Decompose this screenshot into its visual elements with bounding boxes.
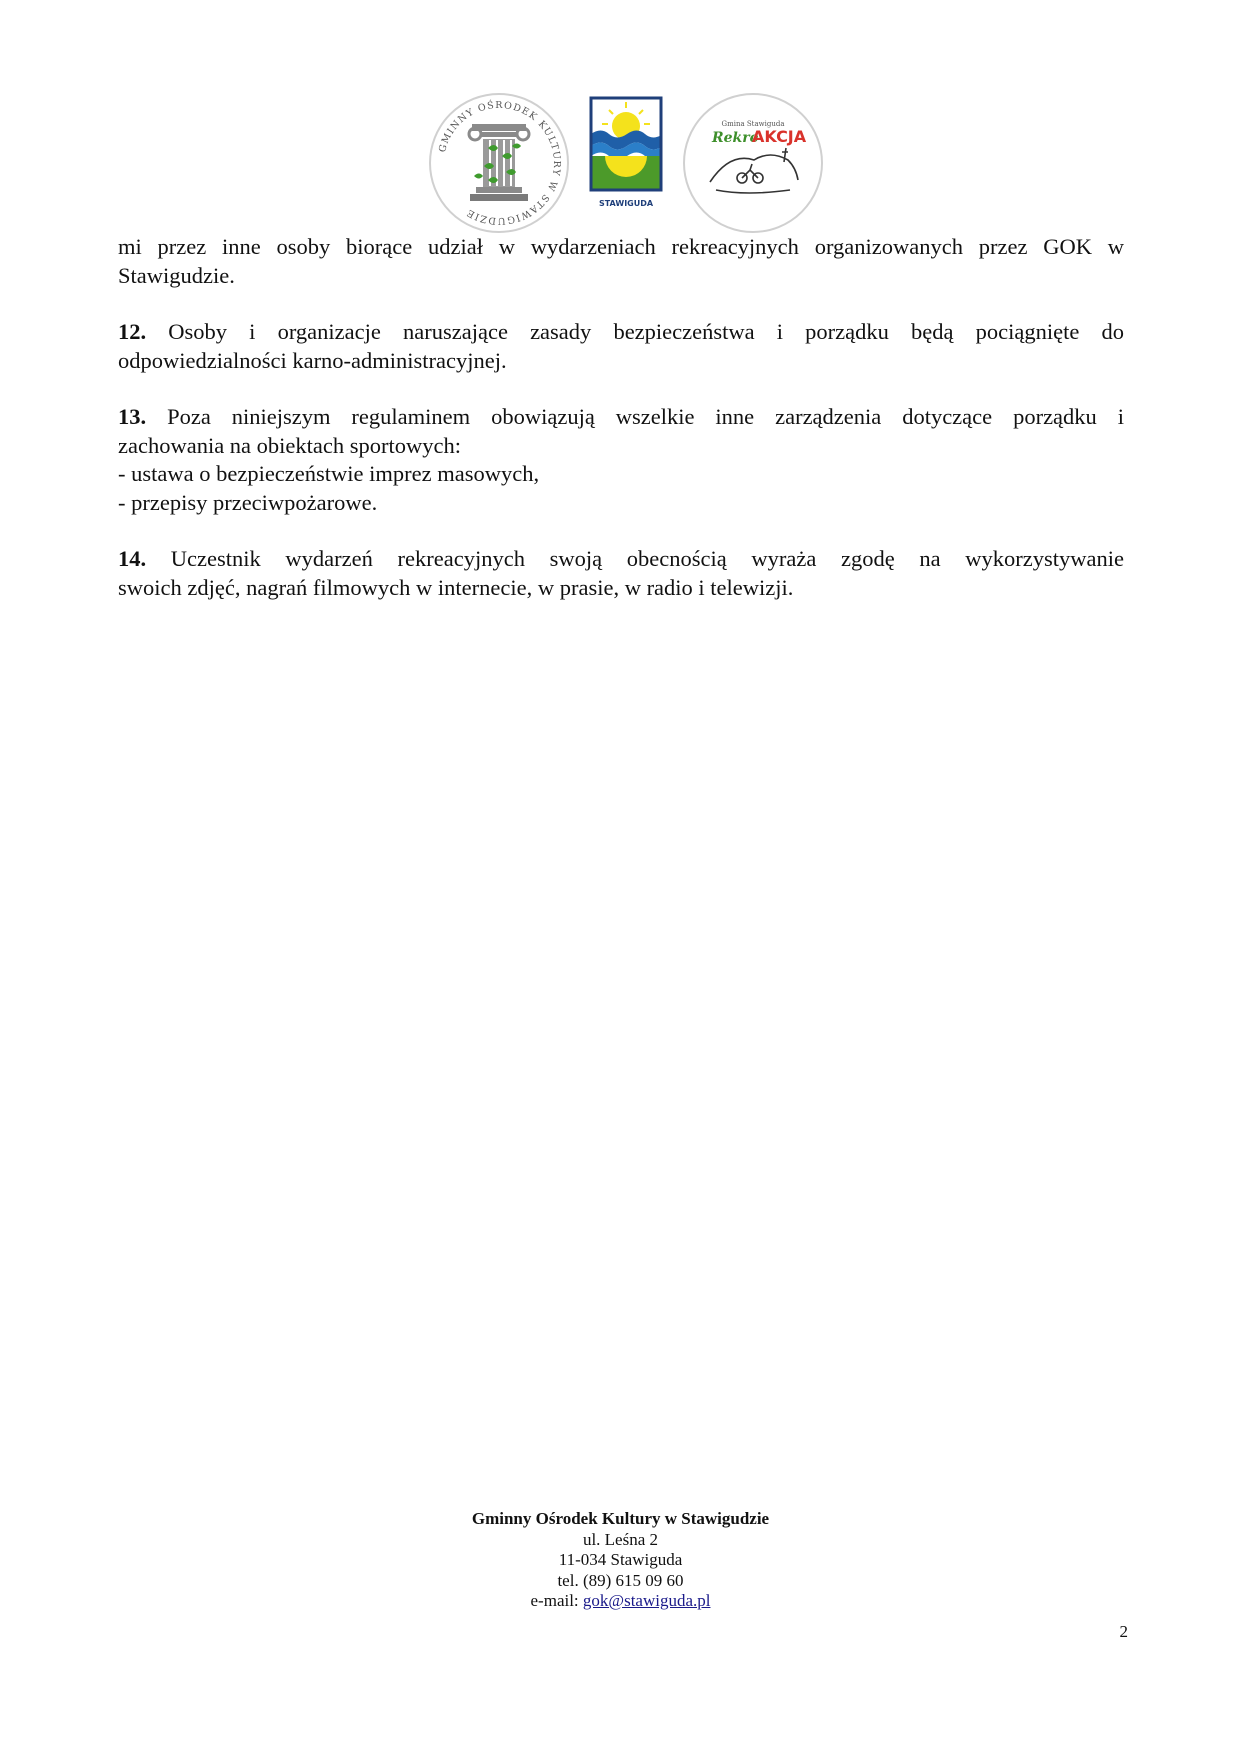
rekre-top-text: Gmina Stawiguda <box>721 120 785 128</box>
paragraph-14 <box>118 545 1124 602</box>
text-line: swoich zdjęć, nagrań filmowych w internecie, w prasie, w radio i telewizji. <box>118 574 794 600</box>
footer-org-name: Gminny Ośrodek Kultury w Stawigudzie <box>471 1509 770 1528</box>
paragraph-number: 13. <box>118 404 147 429</box>
text-line: zachowania na obiektach sportowych: <box>118 432 461 458</box>
list-item: - ustawa o bezpieczeństwie imprez masowych, <box>118 461 540 486</box>
email-link[interactable]: gok@stawiguda.pl <box>582 1591 711 1610</box>
footer-city: 11-034 Stawiguda <box>558 1550 683 1569</box>
text-line-content: Poza niniejszym regulaminem obowiązują wszelkie inne zarządzenia dotyczące porządku i <box>146 404 1124 429</box>
paragraph-12 <box>118 318 1124 375</box>
text-line-content: Uczestnik wydarzeń rekreacyjnych swoją obecnością wyraża zgodę na wykorzystywanie <box>146 546 1124 571</box>
footer-email-label: e-mail: <box>530 1591 583 1610</box>
text-line-content: Osoby i organizacje naruszające zasady bezpieczeństwa i porządku będą pociągnięte do <box>146 319 1124 344</box>
text-line <box>118 403 1124 432</box>
rekreakcja-logo <box>682 92 824 234</box>
gok-ring-text: GMINNY OŚRODEK KULTURY W STAWIGUDZIE <box>437 99 563 227</box>
paragraph-11-continued <box>118 233 1124 290</box>
paragraph-number: 14. <box>118 546 147 571</box>
page-number: 2 <box>1119 1622 1128 1641</box>
rekre-brand-b: AKCJA <box>752 127 807 146</box>
gmina-caption: STAWIGUDA <box>598 199 654 208</box>
text-line: mi przez inne osoby biorące udział w wydarzeniach rekreacyjnych organizowanych przez GOK w <box>118 234 1124 259</box>
footer-email-line <box>0 1591 1241 1612</box>
document-body <box>118 233 1124 630</box>
header-logos <box>0 88 1241 236</box>
rekre-brand-a: Rekre <box>712 130 759 146</box>
gok-logo <box>428 92 570 234</box>
text-line: Stawigudzie. <box>118 262 235 288</box>
gmina-coat-of-arms <box>587 94 665 216</box>
paragraph-13 <box>118 403 1124 517</box>
paragraph-number: 12. <box>118 319 147 344</box>
footer-phone: tel. (89) 615 09 60 <box>557 1570 684 1590</box>
text-line <box>118 545 1124 574</box>
page-footer <box>0 1509 1241 1612</box>
footer-street: ul. Leśna 2 <box>582 1529 659 1549</box>
text-line <box>118 318 1124 347</box>
list-item: - przepisy przeciwpożarowe. <box>118 489 378 515</box>
text-line: odpowiedzialności karno-administracyjnej. <box>118 347 507 373</box>
